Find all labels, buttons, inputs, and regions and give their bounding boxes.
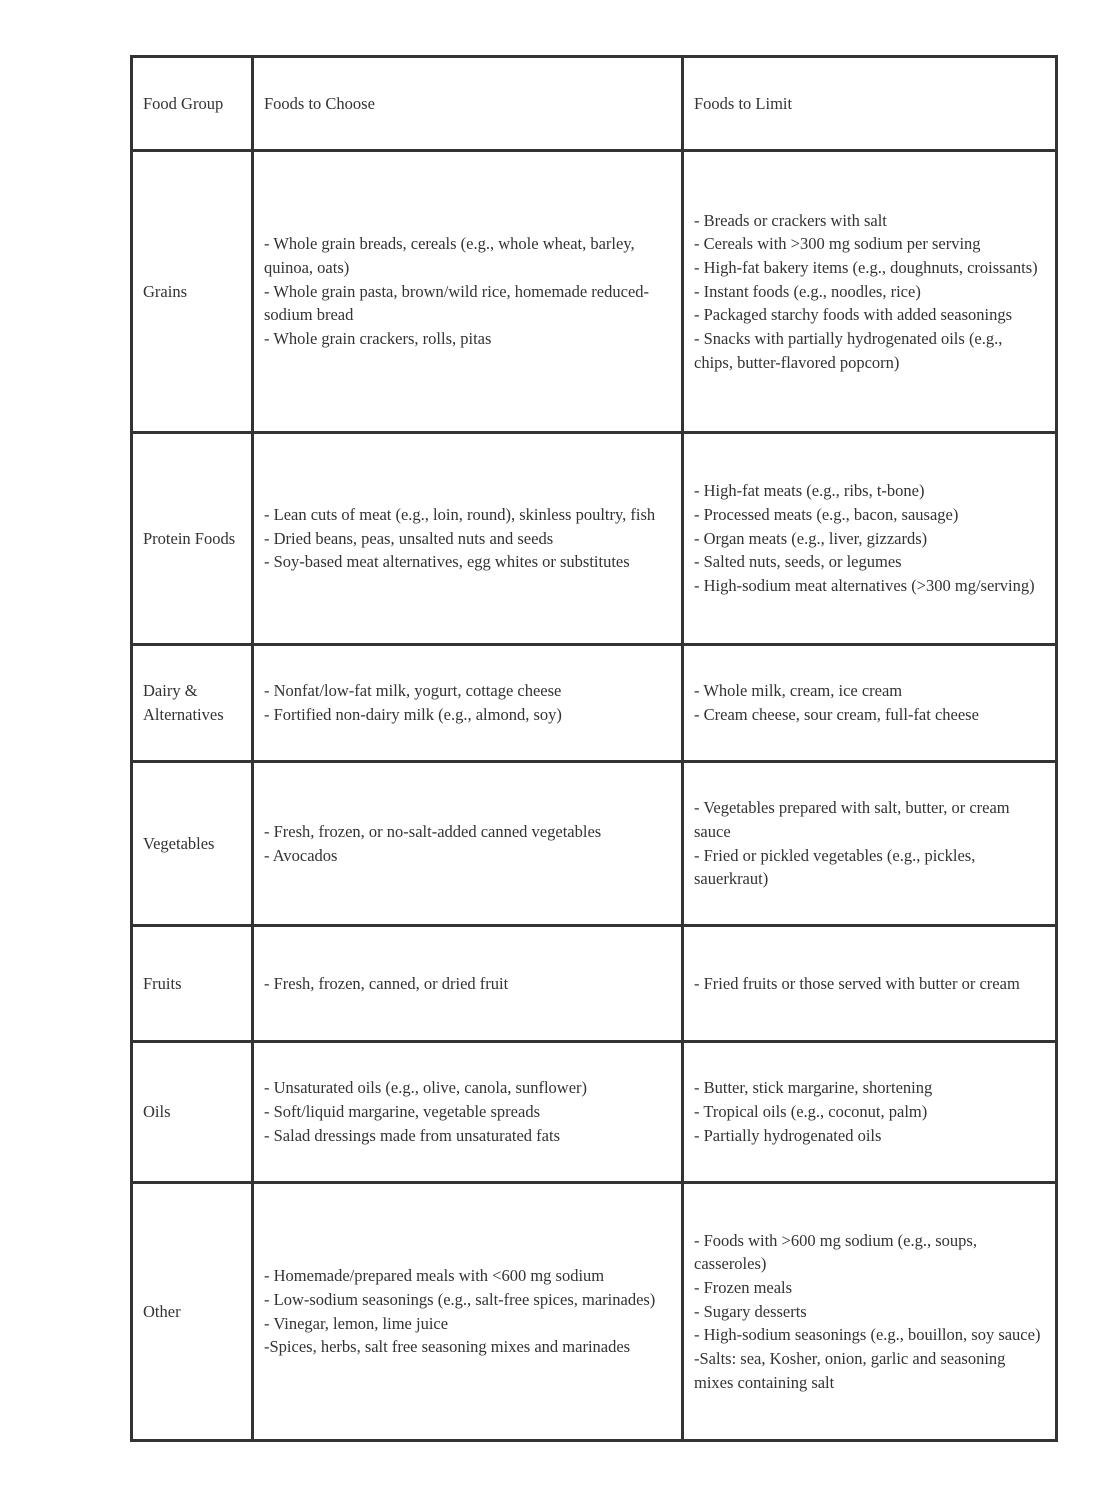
table-row (132, 762, 1057, 926)
table-row (132, 1042, 1057, 1183)
choose-item: - Low-sodium seasonings (e.g., salt-free spices, marinades) (264, 1289, 656, 1309)
choose-item: - Fresh, frozen, canned, or dried fruit (264, 973, 509, 993)
limit-item: - High-fat bakery items (e.g., doughnuts, croissants) (694, 257, 1038, 277)
food-group-cell: Protein Foods (132, 433, 253, 645)
limit-item: - Vegetables prepared with salt, butter, or cream sauce (694, 798, 1010, 841)
limit-cell (683, 645, 1057, 762)
choose-item: - Vinegar, lemon, lime juice (264, 1313, 449, 1333)
limit-cell (683, 1042, 1057, 1183)
table-row (132, 926, 1057, 1042)
limit-item: - Partially hydrogenated oils (694, 1125, 882, 1145)
choose-cell (253, 1183, 683, 1441)
limit-item: - Tropical oils (e.g., coconut, palm) (694, 1102, 928, 1122)
choose-item: - Fortified non-dairy milk (e.g., almond, soy) (264, 705, 562, 724)
limit-cell (683, 151, 1057, 433)
choose-cell (253, 926, 683, 1042)
food-guidelines-table (130, 55, 1058, 1442)
limit-cell (683, 433, 1057, 645)
limit-item: - Processed meats (e.g., bacon, sausage) (694, 504, 959, 524)
choose-item: - Nonfat/low-fat milk, yogurt, cottage cheese (264, 681, 562, 701)
table-row (132, 1183, 1057, 1441)
limit-item: - Cereals with >300 mg sodium per serving (694, 234, 981, 254)
choose-item: - Unsaturated oils (e.g., olive, canola, sunflower) (264, 1078, 588, 1098)
choose-cell (253, 1042, 683, 1183)
choose-item: - Avocados (264, 845, 338, 865)
limit-item: - Butter, stick margarine, shortening (694, 1078, 933, 1098)
choose-cell (253, 762, 683, 926)
limit-item: - Frozen meals (694, 1277, 793, 1297)
limit-item: - Instant foods (e.g., noodles, rice) (694, 281, 921, 301)
food-group-cell: Grains (132, 151, 253, 433)
limit-item: - Breads or crackers with salt (694, 210, 887, 230)
limit-item: - Foods with >600 mg sodium (e.g., soups, casseroles) (694, 1230, 977, 1274)
limit-item: - Sugary desserts (694, 1301, 807, 1321)
limit-item: - High-sodium meat alternatives (>300 mg/serving) (694, 576, 1035, 596)
limit-cell (683, 1183, 1057, 1441)
limit-item: - Whole milk, cream, ice cream (694, 681, 903, 701)
food-group-cell: Oils (132, 1042, 253, 1183)
choose-item: - Lean cuts of meat (e.g., loin, round), skinless poultry, fish (264, 504, 656, 524)
limit-item: - Salted nuts, seeds, or legumes (694, 552, 902, 572)
table-row (132, 433, 1057, 645)
choose-item: - Salad dressings made from unsaturated fats (264, 1125, 561, 1145)
choose-item: - Homemade/prepared meals with <600 mg sodium (264, 1266, 605, 1286)
limit-item: - Cream cheese, sour cream, full-fat cheese (694, 705, 979, 724)
limit-item: - Snacks with partially hydrogenated oils (e.g., chips, butter-flavored popcorn) (694, 329, 1003, 372)
choose-cell (253, 433, 683, 645)
header-foods-to-limit: Foods to Limit (683, 57, 1057, 151)
choose-item: - Whole grain crackers, rolls, pitas (264, 329, 492, 349)
limit-item: - Fried fruits or those served with butter or cream (694, 973, 1020, 993)
choose-item: - Soy-based meat alternatives, egg whites or substitutes (264, 552, 630, 572)
food-group-cell: Vegetables (132, 762, 253, 926)
choose-item: - Fresh, frozen, or no-salt-added canned vegetables (264, 821, 602, 841)
limit-item: - Packaged starchy foods with added seasonings (694, 305, 1013, 325)
food-group-cell: Other (132, 1183, 253, 1441)
header-foods-to-choose: Foods to Choose (253, 57, 683, 151)
choose-item: - Whole grain breads, cereals (e.g., whole wheat, barley, quinoa, oats) (264, 234, 635, 277)
food-group-cell: Dairy & Alternatives (132, 645, 253, 762)
table-row (132, 151, 1057, 433)
limit-cell (683, 762, 1057, 926)
limit-cell (683, 926, 1057, 1042)
choose-cell (253, 151, 683, 433)
header-row (132, 57, 1057, 151)
food-group-cell: Fruits (132, 926, 253, 1042)
limit-item: - High-sodium seasonings (e.g., bouillon, soy sauce) (694, 1325, 1041, 1345)
limit-item: -Salts: sea, Kosher, onion, garlic and seasoning mixes containing salt (694, 1349, 1006, 1392)
choose-cell (253, 645, 683, 762)
limit-item: - High-fat meats (e.g., ribs, t-bone) (694, 481, 925, 501)
header-food-group: Food Group (132, 57, 253, 151)
limit-item: - Fried or pickled vegetables (e.g., pickles, sauerkraut) (694, 845, 976, 889)
choose-item: - Soft/liquid margarine, vegetable spreads (264, 1102, 540, 1122)
choose-item: - Dried beans, peas, unsalted nuts and seeds (264, 528, 554, 548)
choose-item: -Spices, herbs, salt free seasoning mixes and marinades (264, 1337, 631, 1357)
choose-item: - Whole grain pasta, brown/wild rice, homemade reduced-sodium bread (264, 281, 650, 325)
limit-item: - Organ meats (e.g., liver, gizzards) (694, 528, 928, 548)
table-row (132, 645, 1057, 762)
